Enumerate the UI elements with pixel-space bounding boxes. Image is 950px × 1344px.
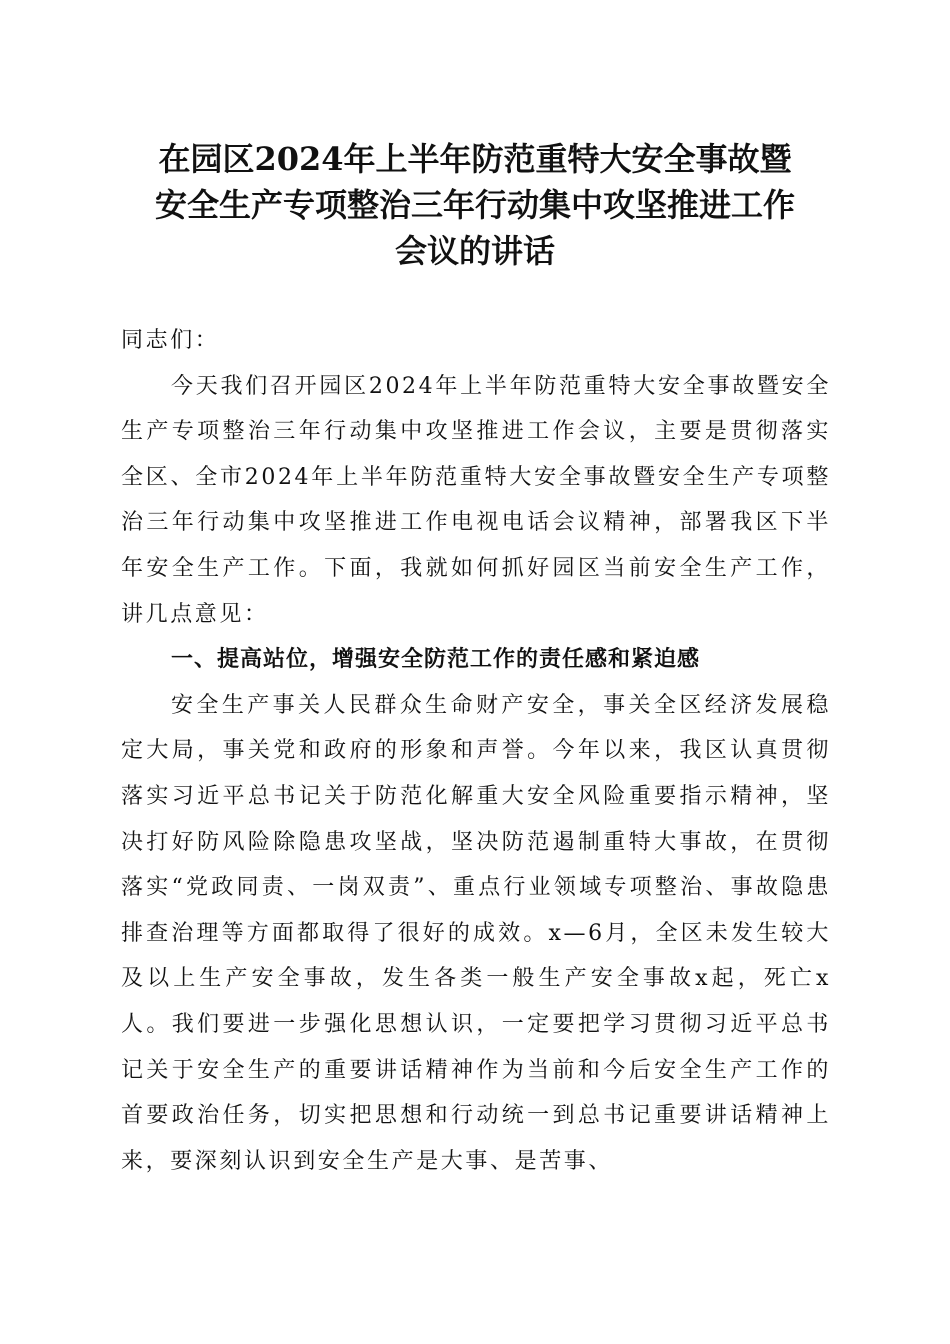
document-body — [121, 318, 831, 1184]
section-1-paragraph: 安全生产事关人民群众生命财产安全，事关全区经济发展稳定大局，事关党和政府的形象和声誉。今年以来，我区认真贯彻落实习近平总书记关于防范化解重大安全风险重要指示精神，坚决打好防风险除隐患攻坚战，坚决防范遏制重特大事故，在贯彻落实“党政同责、一岗双责”、重点行业领域专项整治、事故隐患排查治理等方面都取得了很好的成效。x—6月，全区未发生较大及以上生产安全事故，发生各类一般生产安全事故x起，死亡x人。我们要进一步强化思想认识，一定要把学习贯彻习近平总书记关于安全生产的重要讲话精神作为当前和今后安全生产工作的首要政治任务，切实把思想和行动统一到总书记重要讲话精神上来，要深刻认识到安全生产是大事、是苦事、 — [121, 692, 831, 1174]
section-1-heading: 一、提高站位，增强安全防范工作的责任感和紧迫感 — [171, 647, 701, 673]
intro-paragraph: 今天我们召开园区2024年上半年防范重特大安全事故暨安全生产专项整治三年行动集中攻坚推进工作会议，主要是贯彻落实全区、全市2024年上半年防范重特大安全事故暨安全生产专项整治三年行动集中攻坚推进工作电视电话会议精神，部署我区下半年安全生产工作。下面，我就如何抓好园区当前安全生产工作，讲几点意见： — [121, 373, 831, 627]
title-line-3: 会议的讲话 — [394, 232, 555, 270]
title-line-1: 在园区2024年上半年防范重特大安全事故暨 — [158, 140, 792, 178]
title-line-2: 安全生产专项整治三年行动集中攻坚推进工作 — [154, 186, 795, 224]
salutation: 同志们： — [121, 328, 220, 353]
document-title — [110, 136, 840, 274]
